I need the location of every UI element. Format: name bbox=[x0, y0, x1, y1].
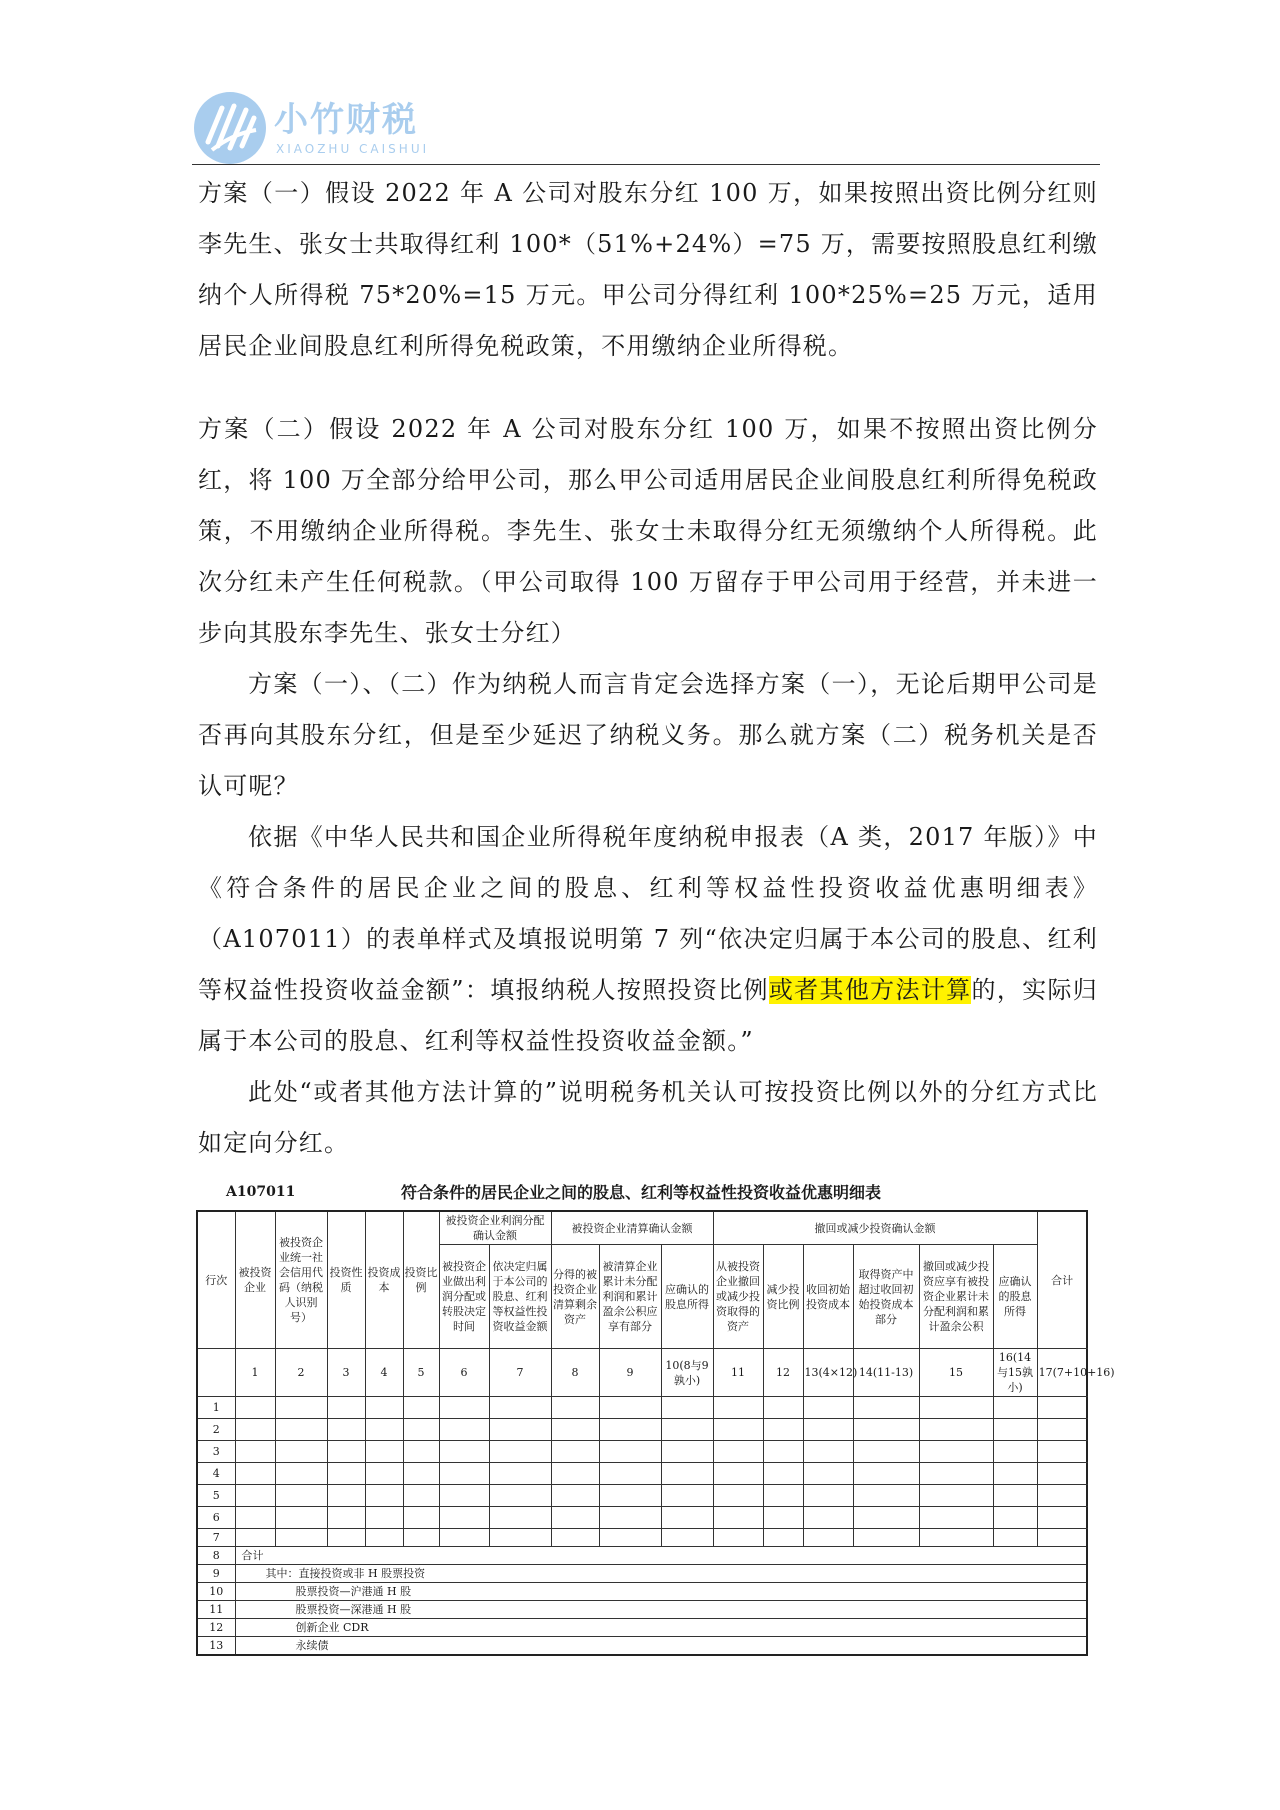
table-cell[interactable] bbox=[713, 1529, 763, 1547]
table-cell[interactable] bbox=[235, 1529, 275, 1547]
header-group-withdraw: 撤回或减少投资确认金额 bbox=[713, 1211, 1037, 1245]
table-row bbox=[197, 1441, 1087, 1463]
table-cell[interactable] bbox=[327, 1507, 365, 1529]
col-number: 4 bbox=[365, 1349, 403, 1397]
table-cell[interactable] bbox=[713, 1485, 763, 1507]
table-cell[interactable] bbox=[403, 1397, 439, 1419]
table-cell[interactable] bbox=[235, 1485, 275, 1507]
bamboo-logo-icon bbox=[192, 90, 268, 166]
col-number: 3 bbox=[327, 1349, 365, 1397]
table-cell[interactable] bbox=[403, 1529, 439, 1547]
table-cell[interactable] bbox=[853, 1419, 919, 1441]
col-number: 9 bbox=[599, 1349, 661, 1397]
table-cell[interactable] bbox=[439, 1441, 489, 1463]
table-cell[interactable] bbox=[661, 1507, 713, 1529]
table-cell[interactable] bbox=[993, 1397, 1037, 1419]
paragraph-comparison: 方案（一）、（二）作为纳税人而言肯定会选择方案（一），无论后期甲公司是否再向其股东分红，但是至少延迟了纳税义务。那么就方案（二）税务机关是否认可呢？ bbox=[198, 670, 1098, 800]
col-number: 11 bbox=[713, 1349, 763, 1397]
row-number: 1 bbox=[197, 1397, 235, 1419]
table-cell[interactable] bbox=[661, 1529, 713, 1547]
col-number: 6 bbox=[439, 1349, 489, 1397]
col-number: 10(8与9孰小) bbox=[661, 1349, 713, 1397]
table-cell[interactable] bbox=[1037, 1507, 1087, 1529]
summary-row-number: 8 bbox=[197, 1547, 235, 1565]
table-cell[interactable] bbox=[275, 1507, 327, 1529]
table-row bbox=[197, 1529, 1087, 1547]
table-cell[interactable] bbox=[993, 1507, 1037, 1529]
summary-row-number: 13 bbox=[197, 1637, 235, 1656]
summary-row-label: 其中：直接投资或非 H 股票投资 bbox=[235, 1565, 1087, 1583]
table-cell[interactable] bbox=[327, 1463, 365, 1485]
table-cell[interactable] bbox=[489, 1507, 551, 1529]
table-cell[interactable] bbox=[365, 1441, 403, 1463]
header-liq-undist: 被清算企业累计未分配利润和累计盈余公积应享有部分 bbox=[599, 1245, 661, 1349]
header-company: 被投资企业 bbox=[235, 1211, 275, 1349]
col-number: 15 bbox=[919, 1349, 993, 1397]
table-cell[interactable] bbox=[661, 1463, 713, 1485]
col-number: 8 bbox=[551, 1349, 599, 1397]
table-cell[interactable] bbox=[327, 1419, 365, 1441]
header-group-profit: 被投资企业利润分配确认金额 bbox=[439, 1211, 551, 1245]
header-total: 合计 bbox=[1037, 1211, 1087, 1349]
table-cell[interactable] bbox=[803, 1419, 853, 1441]
brand-subtitle: XIAOZHU CAISHUI bbox=[276, 142, 430, 156]
table-cell[interactable] bbox=[275, 1397, 327, 1419]
table-cell[interactable] bbox=[919, 1463, 993, 1485]
table-cell[interactable] bbox=[853, 1507, 919, 1529]
table-cell[interactable] bbox=[803, 1397, 853, 1419]
table-row bbox=[197, 1419, 1087, 1441]
table-cell[interactable] bbox=[275, 1419, 327, 1441]
summary-row-label: 股票投资—深港通 H 股 bbox=[235, 1601, 1087, 1619]
summary-row bbox=[197, 1583, 1087, 1601]
header-ratio: 投资比例 bbox=[403, 1211, 439, 1349]
header-liq-asset: 分得的被投资企业清算剩余资产 bbox=[551, 1245, 599, 1349]
table-cell[interactable] bbox=[489, 1397, 551, 1419]
table-cell[interactable] bbox=[993, 1463, 1037, 1485]
table-cell[interactable] bbox=[803, 1485, 853, 1507]
header-w-cost: 收回初始投资成本 bbox=[803, 1245, 853, 1349]
table-cell[interactable] bbox=[439, 1419, 489, 1441]
a107011-form bbox=[196, 1170, 1115, 1656]
table-cell[interactable] bbox=[803, 1463, 853, 1485]
summary-row-number: 9 bbox=[197, 1565, 235, 1583]
summary-row bbox=[197, 1547, 1087, 1565]
table-cell[interactable] bbox=[919, 1485, 993, 1507]
summary-row-label: 股票投资—沪港通 H 股 bbox=[235, 1583, 1087, 1601]
col-number: 12 bbox=[763, 1349, 803, 1397]
table-cell[interactable] bbox=[327, 1485, 365, 1507]
table-cell[interactable] bbox=[993, 1529, 1037, 1547]
header-w-excess: 取得资产中超过收回初始投资成本部分 bbox=[853, 1245, 919, 1349]
table-cell[interactable] bbox=[489, 1463, 551, 1485]
table-cell[interactable] bbox=[327, 1441, 365, 1463]
brand-logo bbox=[192, 90, 452, 166]
table-cell[interactable] bbox=[275, 1485, 327, 1507]
basis-text: 依据《中华人民共和国企业所得税年度纳税申报表（A 类，2017 年版）》中《符合条件的居民企业之间的股息、红利等权益性投资收益优惠明细表》（A107011）的表单样式及填报说明第 7 列“依决定归属于本公司的股息、红利等权益性投资收益金额”：填报纳税人按照投资比例 bbox=[198, 823, 1098, 1004]
col-number: 1 bbox=[235, 1349, 275, 1397]
table-cell[interactable] bbox=[853, 1463, 919, 1485]
table-cell[interactable] bbox=[803, 1441, 853, 1463]
table-cell[interactable] bbox=[599, 1463, 661, 1485]
table-cell[interactable] bbox=[713, 1441, 763, 1463]
table-cell[interactable] bbox=[439, 1463, 489, 1485]
paragraph-basis bbox=[198, 812, 1098, 1067]
header-credit-code: 被投资企业统一社会信用代码（纳税人识别号） bbox=[275, 1211, 327, 1349]
table-cell[interactable] bbox=[763, 1463, 803, 1485]
table-cell[interactable] bbox=[235, 1507, 275, 1529]
header-w-ratio: 减少投资比例 bbox=[763, 1245, 803, 1349]
row-number: 3 bbox=[197, 1441, 235, 1463]
table-cell[interactable] bbox=[439, 1397, 489, 1419]
table-cell[interactable] bbox=[235, 1463, 275, 1485]
col-number: 7 bbox=[489, 1349, 551, 1397]
table-cell[interactable] bbox=[551, 1485, 599, 1507]
header-w-asset: 从被投资企业撤回或减少投资取得的资产 bbox=[713, 1245, 763, 1349]
table-cell[interactable] bbox=[763, 1397, 803, 1419]
table-cell[interactable] bbox=[403, 1507, 439, 1529]
table-cell[interactable] bbox=[993, 1419, 1037, 1441]
table-cell[interactable] bbox=[403, 1441, 439, 1463]
table-cell[interactable] bbox=[599, 1485, 661, 1507]
table-cell[interactable] bbox=[763, 1529, 803, 1547]
table-cell[interactable] bbox=[365, 1463, 403, 1485]
table-cell[interactable] bbox=[1037, 1419, 1087, 1441]
summary-row bbox=[197, 1619, 1087, 1637]
table-cell[interactable] bbox=[599, 1507, 661, 1529]
paragraph-plan-2: 方案（二）假设 2022 年 A 公司对股东分红 100 万，如果不按照出资比例分红，将 100 万全部分给甲公司，那么甲公司适用居民企业间股息红利所得免税政策，不用缴纳企业所得税。李先生、张女士未取得分红无须缴纳个人所得税。此次分红未产生任何税款。（甲公司取得 100 万留存于甲公司用于经营，并未进一步向其股东李先生、张女士分红） bbox=[198, 415, 1098, 647]
table-cell[interactable] bbox=[403, 1485, 439, 1507]
table-cell[interactable] bbox=[365, 1419, 403, 1441]
table-row bbox=[197, 1397, 1087, 1419]
table-cell[interactable] bbox=[1037, 1463, 1087, 1485]
summary-row-label: 永续债 bbox=[235, 1637, 1087, 1656]
table-cell[interactable] bbox=[275, 1441, 327, 1463]
table-cell[interactable] bbox=[551, 1397, 599, 1419]
table-cell[interactable] bbox=[1037, 1529, 1087, 1547]
header-row-no: 行次 bbox=[197, 1211, 235, 1349]
summary-row bbox=[197, 1565, 1087, 1583]
table-cell[interactable] bbox=[661, 1441, 713, 1463]
table-cell[interactable] bbox=[489, 1441, 551, 1463]
table-cell[interactable] bbox=[713, 1397, 763, 1419]
table-cell[interactable] bbox=[551, 1419, 599, 1441]
table-cell[interactable] bbox=[763, 1419, 803, 1441]
header-nature: 投资性质 bbox=[327, 1211, 365, 1349]
col-number: 13(4×12) bbox=[803, 1349, 853, 1397]
table-cell[interactable] bbox=[235, 1441, 275, 1463]
table-cell[interactable] bbox=[365, 1485, 403, 1507]
header-divider bbox=[192, 164, 1100, 165]
header-cost: 投资成本 bbox=[365, 1211, 403, 1349]
table-cell[interactable] bbox=[365, 1397, 403, 1419]
table-cell[interactable] bbox=[919, 1507, 993, 1529]
table-cell[interactable] bbox=[713, 1463, 763, 1485]
table-cell[interactable] bbox=[365, 1507, 403, 1529]
article-body bbox=[198, 168, 1098, 1169]
table-cell[interactable] bbox=[551, 1507, 599, 1529]
summary-row-number: 10 bbox=[197, 1583, 235, 1601]
basis-text-end: 的，实际归属于本公司的股息、红利等权益性投资收益金额。” bbox=[198, 976, 1099, 1055]
highlighted-text: 或者其他方法计算 bbox=[768, 976, 972, 1004]
row-number: 7 bbox=[197, 1529, 235, 1547]
table-cell[interactable] bbox=[919, 1529, 993, 1547]
table-cell[interactable] bbox=[439, 1485, 489, 1507]
column-number-row bbox=[197, 1349, 1087, 1397]
table-cell[interactable] bbox=[1037, 1485, 1087, 1507]
table-cell[interactable] bbox=[993, 1485, 1037, 1507]
table-cell[interactable] bbox=[919, 1397, 993, 1419]
col-number: 17(7+10+16) bbox=[1037, 1349, 1087, 1397]
table-cell[interactable] bbox=[661, 1485, 713, 1507]
table-cell[interactable] bbox=[235, 1397, 275, 1419]
table-row bbox=[197, 1463, 1087, 1485]
table-cell[interactable] bbox=[489, 1419, 551, 1441]
table-cell[interactable] bbox=[489, 1529, 551, 1547]
summary-row-number: 11 bbox=[197, 1601, 235, 1619]
table-cell[interactable] bbox=[853, 1397, 919, 1419]
table-row bbox=[197, 1485, 1087, 1507]
header-w-share: 撤回或减少投资应享有被投资企业累计未分配利润和累计盈余公积 bbox=[919, 1245, 993, 1349]
summary-row bbox=[197, 1637, 1087, 1656]
row-number: 5 bbox=[197, 1485, 235, 1507]
table-cell[interactable] bbox=[327, 1529, 365, 1547]
table-cell[interactable] bbox=[327, 1397, 365, 1419]
header-group-liquidation: 被投资企业清算确认金额 bbox=[551, 1211, 713, 1245]
table-cell[interactable] bbox=[275, 1463, 327, 1485]
table-cell[interactable] bbox=[853, 1441, 919, 1463]
summary-row-label: 合计 bbox=[235, 1547, 1087, 1565]
table-cell[interactable] bbox=[403, 1419, 439, 1441]
table-cell[interactable] bbox=[235, 1419, 275, 1441]
table-cell[interactable] bbox=[439, 1529, 489, 1547]
table-cell[interactable] bbox=[919, 1419, 993, 1441]
table-cell[interactable] bbox=[275, 1529, 327, 1547]
table-cell[interactable] bbox=[763, 1485, 803, 1507]
table-cell[interactable] bbox=[551, 1463, 599, 1485]
table-cell[interactable] bbox=[713, 1419, 763, 1441]
table-cell[interactable] bbox=[661, 1419, 713, 1441]
table-code: A107011 bbox=[226, 1184, 296, 1200]
row-number: 6 bbox=[197, 1507, 235, 1529]
header-attributable: 依决定归属于本公司的股息、红利等权益性投资收益金额 bbox=[489, 1245, 551, 1349]
paragraph-plan-1: 方案（一）假设 2022 年 A 公司对股东分红 100 万，如果按照出资比例分红则李先生、张女士共取得红利 100*（51%+24%）=75 万，需要按照股息红利缴纳个人所得税 75*20%=15 万元。甲公司分得红利 100*25%=25 万元，适用居民企业间股息红利所得免税政策，不用缴纳企业所得税。 bbox=[198, 179, 1098, 360]
paragraph-conclusion: 此处“或者其他方法计算的”说明税务机关认可按投资比例以外的分红方式比如定向分红。 bbox=[198, 1078, 1098, 1157]
table-cell[interactable] bbox=[919, 1441, 993, 1463]
col-number: 16(14与15孰小) bbox=[993, 1349, 1037, 1397]
table-cell[interactable] bbox=[489, 1485, 551, 1507]
summary-row-number: 12 bbox=[197, 1619, 235, 1637]
col-number: 5 bbox=[403, 1349, 439, 1397]
table-cell[interactable] bbox=[763, 1441, 803, 1463]
table-cell[interactable] bbox=[403, 1463, 439, 1485]
table-cell[interactable] bbox=[803, 1529, 853, 1547]
table-cell[interactable] bbox=[551, 1441, 599, 1463]
table-cell[interactable] bbox=[853, 1485, 919, 1507]
table-cell[interactable] bbox=[853, 1529, 919, 1547]
table-cell[interactable] bbox=[661, 1397, 713, 1419]
table-cell[interactable] bbox=[365, 1529, 403, 1547]
table-row bbox=[197, 1507, 1087, 1529]
header-w-confirm: 应确认的股息所得 bbox=[993, 1245, 1037, 1349]
table-title: 符合条件的居民企业之间的股息、红利等权益性投资收益优惠明细表 bbox=[400, 1183, 881, 1202]
table-cell[interactable] bbox=[763, 1507, 803, 1529]
table-cell[interactable] bbox=[1037, 1441, 1087, 1463]
col-number: 14(11-13) bbox=[853, 1349, 919, 1397]
table-cell[interactable] bbox=[439, 1507, 489, 1529]
col-number: 2 bbox=[275, 1349, 327, 1397]
table-cell[interactable] bbox=[599, 1397, 661, 1419]
table-cell[interactable] bbox=[599, 1441, 661, 1463]
row-number: 4 bbox=[197, 1463, 235, 1485]
table-cell[interactable] bbox=[803, 1507, 853, 1529]
table-cell[interactable] bbox=[599, 1529, 661, 1547]
summary-row bbox=[197, 1601, 1087, 1619]
table-cell[interactable] bbox=[551, 1529, 599, 1547]
table-cell[interactable] bbox=[599, 1419, 661, 1441]
dividend-table bbox=[196, 1210, 1115, 1656]
summary-row-label: 创新企业 CDR bbox=[235, 1619, 1087, 1637]
header-liq-confirm: 应确认的股息所得 bbox=[661, 1245, 713, 1349]
brand-name: 小竹财税 bbox=[274, 100, 418, 140]
table-cell[interactable] bbox=[713, 1507, 763, 1529]
table-cell[interactable] bbox=[993, 1441, 1037, 1463]
row-number: 2 bbox=[197, 1419, 235, 1441]
header-decision-date: 被投资企业做出利润分配或转股决定时间 bbox=[439, 1245, 489, 1349]
table-cell[interactable] bbox=[1037, 1397, 1087, 1419]
